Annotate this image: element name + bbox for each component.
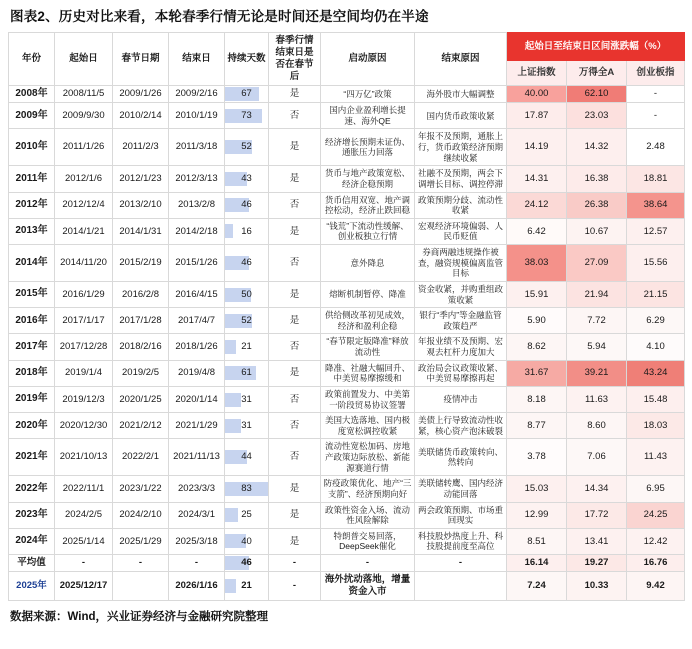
duration-cell [225, 308, 269, 334]
cell-chinext: 12.42 [627, 528, 685, 554]
duration-bar [225, 419, 241, 433]
header-after-cny: 春季行情结束日是否在春节后 [269, 33, 321, 86]
table-row [9, 413, 685, 439]
cell-spring-festival: 2021/2/12 [113, 413, 169, 439]
table-row [9, 360, 685, 386]
cell-after-cny: 是 [269, 166, 321, 192]
duration-value: 50 [241, 288, 252, 300]
cell-spring-festival: 2011/2/3 [113, 129, 169, 166]
duration-value: 31 [241, 393, 252, 405]
cell-start-date: 2019/1/4 [55, 360, 113, 386]
table-row [9, 103, 685, 129]
cell-chinext: 12.57 [627, 218, 685, 244]
duration-value: 16 [241, 225, 252, 237]
cell-end-reason: 疫情冲击 [415, 386, 507, 412]
cell-start-reason: 特朗普交易回落，DeepSeek催化 [321, 528, 415, 554]
cell-year: 2010年 [9, 129, 55, 166]
figure-title: 图表2、历史对比来看，本轮春季行情无论是时间还是空间均仍在半途 [10, 9, 429, 24]
duration-value: 31 [241, 419, 252, 431]
duration-value: 61 [241, 367, 252, 379]
cell-sh-index: 3.78 [507, 439, 567, 476]
duration-cell [225, 572, 269, 601]
table-row [9, 439, 685, 476]
cell-start-reason: 海外扰动落地，增量资金入市 [321, 572, 415, 601]
cell-spring-festival: 2009/1/26 [113, 85, 169, 103]
cell-after-cny: 否 [269, 439, 321, 476]
cell-end-date: 2010/1/19 [169, 103, 225, 129]
cell-wind-a: 10.67 [567, 218, 627, 244]
cell-end-reason: 宏观经济环境偏弱、人民币贬值 [415, 218, 507, 244]
cell-end-reason: 美债上行导致流动性收紧，核心资产泡沫破裂 [415, 413, 507, 439]
table-row [9, 281, 685, 307]
cell-spring-festival: 2014/1/31 [113, 218, 169, 244]
cell-chinext: 43.24 [627, 360, 685, 386]
cell-year: 2008年 [9, 85, 55, 103]
cell-wind-a: 7.72 [567, 308, 627, 334]
table-row [9, 245, 685, 282]
cell-end-date: 2017/4/7 [169, 308, 225, 334]
duration-cell [225, 502, 269, 528]
cell-start-date: 2020/12/30 [55, 413, 113, 439]
cell-wind-a: 23.03 [567, 103, 627, 129]
duration-value: 44 [241, 451, 252, 463]
cell-after-cny: 否 [269, 334, 321, 360]
cell-chinext: - [627, 103, 685, 129]
cell-sh-index: 24.12 [507, 192, 567, 218]
cell-start-reason: 政策性资金入场、流动性风险解除 [321, 502, 415, 528]
duration-value: 46 [241, 199, 252, 211]
cell-start-reason: 降准、社融大幅回升、中美贸易摩擦缓和 [321, 360, 415, 386]
cell-end-date: 2026/1/16 [169, 572, 225, 601]
cell-start-reason: 货币与地产政策宽松、经济企稳预期 [321, 166, 415, 192]
header-start-date: 起始日 [55, 33, 113, 86]
table-header-group-row [9, 33, 685, 61]
cell-year: 2023年 [9, 502, 55, 528]
cell-sh-index: 7.24 [507, 572, 567, 601]
cell-sh-index: 31.67 [507, 360, 567, 386]
cell-sh-index: 8.62 [507, 334, 567, 360]
cell-end-reason [415, 572, 507, 601]
cell-sh-index: 6.42 [507, 218, 567, 244]
cell-end-reason: 海外股市大幅调整 [415, 85, 507, 103]
cell-spring-festival: - [113, 555, 169, 572]
duration-cell [225, 413, 269, 439]
cell-start-reason: 意外降息 [321, 245, 415, 282]
cell-sh-index: 14.31 [507, 166, 567, 192]
cell-start-date: 2014/1/21 [55, 218, 113, 244]
cell-start-reason: “钱荒”下流动性缓解、创业板独立行情 [321, 218, 415, 244]
header-range-group: 起始日至结束日区间涨跌幅（%） [507, 33, 685, 61]
cell-start-date: 2014/11/20 [55, 245, 113, 282]
cell-year: 2019年 [9, 386, 55, 412]
table-row [9, 129, 685, 166]
cell-chinext: 18.81 [627, 166, 685, 192]
duration-cell [225, 281, 269, 307]
cell-end-date: 2025/3/18 [169, 528, 225, 554]
duration-cell [225, 555, 269, 572]
duration-bar [225, 579, 236, 593]
cell-year: 2016年 [9, 308, 55, 334]
duration-value: 43 [241, 173, 252, 185]
cell-start-reason: “四万亿”政策 [321, 85, 415, 103]
duration-cell [225, 166, 269, 192]
duration-value: 67 [241, 88, 252, 100]
cell-after-cny: 是 [269, 360, 321, 386]
cell-spring-festival: 2016/2/8 [113, 281, 169, 307]
cell-spring-festival: 2015/2/19 [113, 245, 169, 282]
duration-bar [225, 508, 238, 522]
table-row [9, 192, 685, 218]
duration-value: 21 [241, 580, 252, 592]
cell-start-reason: - [321, 555, 415, 572]
cell-after-cny: 是 [269, 85, 321, 103]
cell-chinext: 2.48 [627, 129, 685, 166]
cell-sh-index: 16.14 [507, 555, 567, 572]
header-chinext: 创业板指 [627, 60, 685, 85]
cell-spring-festival: 2022/2/1 [113, 439, 169, 476]
cell-end-date: 2011/3/18 [169, 129, 225, 166]
cell-spring-festival: 2025/1/29 [113, 528, 169, 554]
cell-sh-index: 15.91 [507, 281, 567, 307]
cell-start-date: 2012/12/4 [55, 192, 113, 218]
duration-value: 83 [241, 483, 252, 495]
cell-chinext: 18.03 [627, 413, 685, 439]
cell-end-date: 2019/4/8 [169, 360, 225, 386]
cell-year: 平均值 [9, 555, 55, 572]
cell-year: 2017年 [9, 334, 55, 360]
cell-end-reason: 政策预期分歧、流动性收紧 [415, 192, 507, 218]
cell-after-cny: 是 [269, 218, 321, 244]
duration-value: 21 [241, 341, 252, 353]
cell-after-cny: 是 [269, 476, 321, 502]
cell-wind-a: 8.60 [567, 413, 627, 439]
cell-chinext: 16.76 [627, 555, 685, 572]
duration-value: 52 [241, 141, 252, 153]
cell-end-reason: 两会政策预期、市场重回现实 [415, 502, 507, 528]
cell-chinext: 38.64 [627, 192, 685, 218]
cell-start-date: 2019/12/3 [55, 386, 113, 412]
duration-value: 73 [241, 109, 252, 121]
cell-spring-festival: 2023/1/22 [113, 476, 169, 502]
cell-spring-festival: 2012/1/23 [113, 166, 169, 192]
duration-value: 46 [241, 257, 252, 269]
cell-start-date: 2012/1/6 [55, 166, 113, 192]
history-comparison-table [8, 32, 685, 601]
duration-value: 25 [241, 509, 252, 521]
cell-after-cny: 是 [269, 129, 321, 166]
header-wind-a: 万得全A [567, 60, 627, 85]
cell-spring-festival: 2019/2/5 [113, 360, 169, 386]
cell-wind-a: 17.72 [567, 502, 627, 528]
duration-cell [225, 386, 269, 412]
duration-bar [225, 340, 236, 354]
cell-sh-index: 8.18 [507, 386, 567, 412]
cell-start-date: 2017/12/28 [55, 334, 113, 360]
duration-value: 40 [241, 535, 252, 547]
cell-end-date: - [169, 555, 225, 572]
cell-wind-a: 62.10 [567, 85, 627, 103]
cell-wind-a: 26.38 [567, 192, 627, 218]
cell-sh-index: 14.19 [507, 129, 567, 166]
cell-start-date: 2025/12/17 [55, 572, 113, 601]
cell-end-date: 2016/4/15 [169, 281, 225, 307]
cell-chinext: 21.15 [627, 281, 685, 307]
cell-after-cny: 否 [269, 245, 321, 282]
cell-wind-a: 27.09 [567, 245, 627, 282]
cell-start-date: 2008/11/5 [55, 85, 113, 103]
duration-cell [225, 439, 269, 476]
cell-end-reason: - [415, 555, 507, 572]
cell-spring-festival: 2017/1/28 [113, 308, 169, 334]
cell-chinext: 6.95 [627, 476, 685, 502]
header-duration: 持续天数 [225, 33, 269, 86]
duration-cell [225, 218, 269, 244]
cell-wind-a: 13.41 [567, 528, 627, 554]
duration-cell [225, 129, 269, 166]
cell-start-date: 2022/11/1 [55, 476, 113, 502]
cell-chinext: 9.42 [627, 572, 685, 601]
cell-spring-festival [113, 572, 169, 601]
cell-end-date: 2021/11/13 [169, 439, 225, 476]
cell-chinext: 24.25 [627, 502, 685, 528]
cell-start-date: 2021/10/13 [55, 439, 113, 476]
cell-start-date: 2011/1/26 [55, 129, 113, 166]
table-row [9, 334, 685, 360]
cell-end-reason: 美联储转鹰、国内经济动能回落 [415, 476, 507, 502]
cell-wind-a: 11.63 [567, 386, 627, 412]
cell-wind-a: 16.38 [567, 166, 627, 192]
cell-spring-festival: 2024/2/10 [113, 502, 169, 528]
cell-start-date: 2025/1/14 [55, 528, 113, 554]
cell-end-reason: 年报不及预期，通胀上行，货币政策经济预期继续收紧 [415, 129, 507, 166]
cell-end-date: 2012/3/13 [169, 166, 225, 192]
header-spring-festival: 春节日期 [113, 33, 169, 86]
cell-end-reason: 政治局会议政策收紧、中美贸易摩擦再起 [415, 360, 507, 386]
table-row [9, 308, 685, 334]
header-end-date: 结束日 [169, 33, 225, 86]
cell-chinext: 11.43 [627, 439, 685, 476]
cell-after-cny: 是 [269, 281, 321, 307]
cell-after-cny: 否 [269, 386, 321, 412]
cell-start-reason: 国内企业盈利增长提速、海外QE [321, 103, 415, 129]
cell-after-cny: 是 [269, 502, 321, 528]
table-row [9, 502, 685, 528]
cell-start-date: 2016/1/29 [55, 281, 113, 307]
cell-after-cny: 是 [269, 528, 321, 554]
duration-bar [225, 224, 233, 238]
cell-after-cny: - [269, 555, 321, 572]
cell-start-reason: 熔断机制暂停、降准 [321, 281, 415, 307]
cell-year: 2024年 [9, 528, 55, 554]
table-row [9, 218, 685, 244]
table-row [9, 386, 685, 412]
cell-year: 2014年 [9, 245, 55, 282]
cell-year: 2021年 [9, 439, 55, 476]
cell-year: 2018年 [9, 360, 55, 386]
table-row-average [9, 555, 685, 572]
cell-after-cny: 否 [269, 192, 321, 218]
cell-start-date: 2009/9/30 [55, 103, 113, 129]
cell-year: 2012年 [9, 192, 55, 218]
header-sh-index: 上证指数 [507, 60, 567, 85]
cell-wind-a: 14.34 [567, 476, 627, 502]
cell-year: 2020年 [9, 413, 55, 439]
cell-start-reason: 美国大选落地、国内极度宽松调控收紧 [321, 413, 415, 439]
cell-after-cny: 否 [269, 103, 321, 129]
cell-end-reason: 美联储货币政策转向、然转向 [415, 439, 507, 476]
cell-start-date: 2024/2/5 [55, 502, 113, 528]
cell-end-reason: 券商两融违规操作被查，融资规模偏离监管目标 [415, 245, 507, 282]
cell-sh-index: 15.03 [507, 476, 567, 502]
cell-after-cny: - [269, 572, 321, 601]
cell-end-reason: 资金收紧，并购重组政策收紧 [415, 281, 507, 307]
cell-year: 2009年 [9, 103, 55, 129]
header-end-reason: 结束原因 [415, 33, 507, 86]
cell-year: 2013年 [9, 218, 55, 244]
cell-chinext: 15.56 [627, 245, 685, 282]
cell-wind-a: 7.06 [567, 439, 627, 476]
header-start-reason: 启动原因 [321, 33, 415, 86]
cell-sh-index: 17.87 [507, 103, 567, 129]
cell-chinext: 15.48 [627, 386, 685, 412]
cell-chinext: 4.10 [627, 334, 685, 360]
cell-end-reason: 社融不及预期，两会下调增长目标、调控停滞 [415, 166, 507, 192]
duration-cell [225, 245, 269, 282]
duration-cell [225, 192, 269, 218]
table-row [9, 476, 685, 502]
cell-year: 2011年 [9, 166, 55, 192]
duration-value: 46 [241, 557, 252, 569]
cell-after-cny: 否 [269, 413, 321, 439]
cell-wind-a: 5.94 [567, 334, 627, 360]
table-row [9, 166, 685, 192]
cell-end-date: 2020/1/14 [169, 386, 225, 412]
cell-start-date: 2017/1/17 [55, 308, 113, 334]
cell-end-date: 2009/2/16 [169, 85, 225, 103]
cell-spring-festival: 2010/2/14 [113, 103, 169, 129]
source-note: 数据来源：Wind，兴业证券经济与金融研究院整理 [10, 610, 268, 623]
cell-end-reason: 年报业绩不及预期、宏观去杠杆力度加大 [415, 334, 507, 360]
table-row [9, 528, 685, 554]
cell-wind-a: 14.32 [567, 129, 627, 166]
cell-end-date: 2013/2/8 [169, 192, 225, 218]
cell-wind-a: 39.21 [567, 360, 627, 386]
cell-end-date: 2018/1/26 [169, 334, 225, 360]
cell-chinext: - [627, 85, 685, 103]
cell-wind-a: 19.27 [567, 555, 627, 572]
duration-cell [225, 528, 269, 554]
table-row [9, 85, 685, 103]
cell-end-reason: 国内货币政策收紧 [415, 103, 507, 129]
cell-end-date: 2021/1/29 [169, 413, 225, 439]
cell-chinext: 6.29 [627, 308, 685, 334]
cell-sh-index: 8.51 [507, 528, 567, 554]
cell-start-reason: 经济增长预期未证伪、通胀压力回落 [321, 129, 415, 166]
cell-year: 2022年 [9, 476, 55, 502]
duration-cell [225, 103, 269, 129]
cell-end-reason: 银行“季内”等金融监管政策趋严 [415, 308, 507, 334]
cell-spring-festival: 2018/2/16 [113, 334, 169, 360]
cell-end-reason: 科技股炒热度上升、科技股提前度至高位 [415, 528, 507, 554]
table-body [9, 85, 685, 600]
cell-wind-a: 10.33 [567, 572, 627, 601]
duration-bar [225, 393, 241, 407]
cell-start-date: - [55, 555, 113, 572]
cell-after-cny: 是 [269, 308, 321, 334]
cell-end-date: 2015/1/26 [169, 245, 225, 282]
cell-year: 2015年 [9, 281, 55, 307]
cell-sh-index: 38.03 [507, 245, 567, 282]
cell-start-reason: 流动性宽松加码、房地产政策边际放松、新能源赛道行情 [321, 439, 415, 476]
cell-wind-a: 21.94 [567, 281, 627, 307]
cell-spring-festival: 2020/1/25 [113, 386, 169, 412]
cell-sh-index: 12.99 [507, 502, 567, 528]
duration-cell [225, 85, 269, 103]
cell-start-reason: 防疫政策优化、地产“三支箭”、经济预期向好 [321, 476, 415, 502]
cell-end-date: 2023/3/3 [169, 476, 225, 502]
table-row-current [9, 572, 685, 601]
duration-value: 52 [241, 314, 252, 326]
cell-sh-index: 8.77 [507, 413, 567, 439]
header-year: 年份 [9, 33, 55, 86]
cell-start-reason: 政策前置发力、中美第一阶段贸易协议签署 [321, 386, 415, 412]
duration-cell [225, 334, 269, 360]
duration-cell [225, 476, 269, 502]
cell-start-reason: 供给侧改革初见成效，经济和盈利企稳 [321, 308, 415, 334]
cell-sh-index: 40.00 [507, 85, 567, 103]
cell-end-date: 2014/2/18 [169, 218, 225, 244]
duration-cell [225, 360, 269, 386]
cell-sh-index: 5.90 [507, 308, 567, 334]
cell-end-date: 2024/3/1 [169, 502, 225, 528]
cell-start-reason: 货币信用双宽、地产调控松动，经济止跌回稳 [321, 192, 415, 218]
cell-start-reason: “春节限定版降准”释放流动性 [321, 334, 415, 360]
cell-spring-festival: 2013/2/10 [113, 192, 169, 218]
cell-year: 2025年 [9, 572, 55, 601]
